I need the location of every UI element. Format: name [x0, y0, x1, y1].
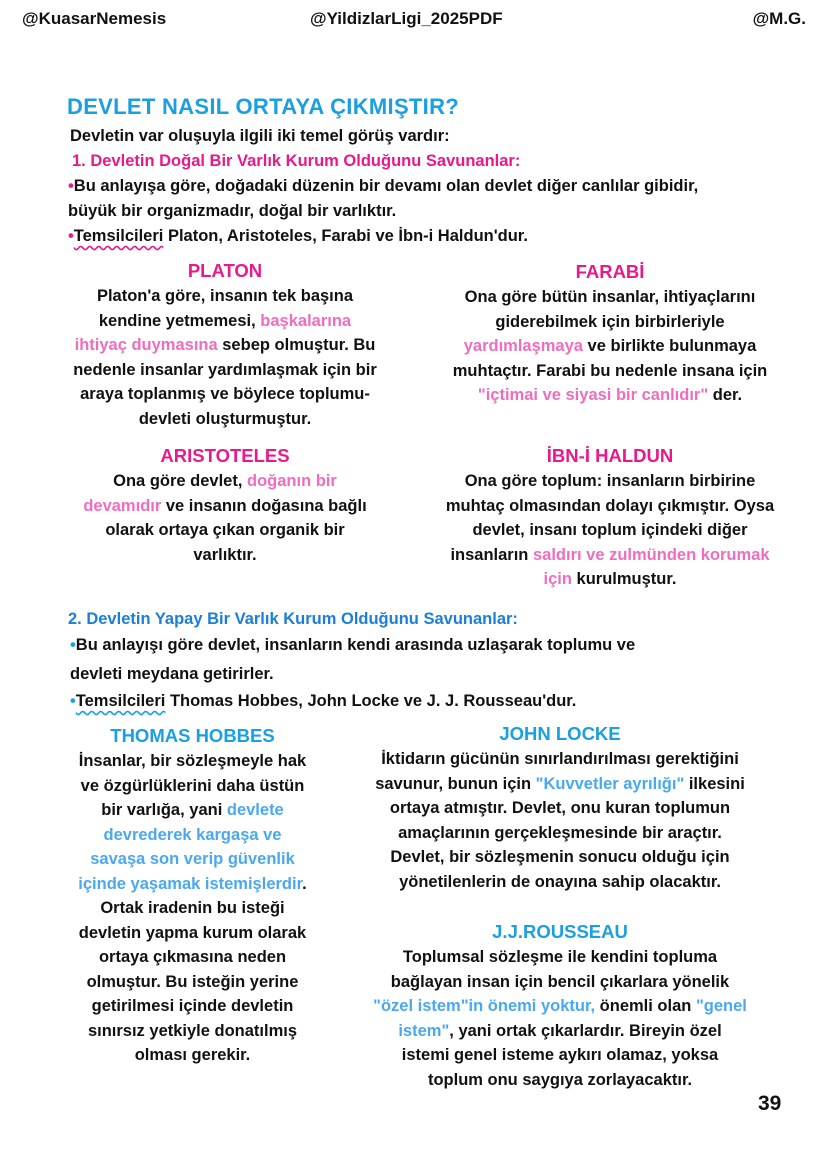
bullet-text: Thomas Hobbes, John Locke ve J. J. Rousseau'dur. — [165, 692, 577, 710]
text-segment: ilkesini — [684, 774, 745, 793]
text-line — [50, 872, 335, 897]
bullet-text: büyük bir organizmadır, doğal bir varlıktır. — [68, 201, 397, 220]
text-segment: kurulmuştur. — [571, 570, 677, 588]
bullet-icon: • — [68, 177, 74, 195]
text-line — [410, 494, 810, 519]
text-segment: devlet, insanı toplum içindeki diğer — [472, 521, 748, 539]
text-segment: . — [302, 874, 307, 893]
text-segment: sebep olmuştur. Bu — [217, 336, 376, 354]
text-segment: araya toplanmış ve böylece toplumu- — [80, 385, 370, 403]
text-line — [40, 494, 410, 519]
text-segment: bir varlığa, yani — [101, 801, 227, 819]
text-segment: insanların — [450, 545, 533, 564]
text-line — [425, 285, 795, 310]
text-segment: olması gerekir. — [134, 1046, 251, 1064]
text-line — [410, 518, 810, 543]
text-line — [40, 382, 410, 407]
highlighted-text: "özel istem"in önemi yoktur, — [373, 997, 596, 1015]
text-line — [50, 798, 335, 823]
text-segment: der. — [708, 386, 743, 404]
bullet-text: Platon, Aristoteles, Farabi ve İbn-i Haldun'dur. — [163, 227, 528, 245]
block-john-locke — [345, 721, 775, 894]
highlighted-text: savaşa son verip güvenlik — [90, 850, 295, 868]
text-line — [345, 747, 775, 772]
text-segment: sınırsız yetkiyle donatılmış — [87, 1021, 298, 1040]
highlighted-text: istem" — [398, 1021, 450, 1040]
text-segment: Ona göre devlet, — [113, 472, 248, 490]
intro-text: Devletin var oluşuyla ilgili iki temel görüş vardır: — [70, 127, 450, 145]
block-thomas-hobbes — [50, 723, 335, 1068]
text-line — [345, 970, 775, 995]
text-segment: ve özgürlüklerini daha üstün — [80, 776, 305, 795]
text-line — [40, 518, 410, 543]
text-line — [345, 1068, 775, 1093]
text-segment: muhtaçtır. Farabi bu nedenle insana için — [452, 361, 768, 380]
bullet-text: Bu anlayışı göre devlet, insanların kendi arasında uzlaşarak toplumu ve — [75, 636, 636, 654]
page-number: 39 — [758, 1092, 782, 1115]
text-line — [50, 921, 335, 946]
text-line — [345, 821, 775, 846]
text-segment: giderebilmek için birbirleriyle — [495, 312, 725, 331]
block-heading: İBN-İ HALDUN — [546, 445, 674, 466]
highlighted-text: doğanın bir — [247, 472, 337, 490]
block-heading: PLATON — [187, 260, 263, 281]
section2-bullet2 — [70, 689, 576, 714]
text-segment: önemli olan — [595, 997, 696, 1015]
text-line — [345, 772, 775, 797]
text-line — [50, 1019, 335, 1044]
highlighted-text: saldırı ve zulmünden korumak — [532, 545, 770, 564]
text-segment: ortaya atmıştır. Devlet, onu kuran toplumun — [389, 799, 731, 817]
text-line — [425, 383, 795, 408]
highlighted-text: devlete — [226, 801, 284, 819]
text-segment: İnsanlar, bir sözleşmeyle hak — [78, 752, 307, 770]
text-line — [50, 774, 335, 799]
block-aristoteles — [40, 443, 410, 567]
text-line — [50, 994, 335, 1019]
bullet-text: devleti meydana getirirler. — [70, 664, 274, 683]
highlighted-text: "Kuvvetler ayrılığı" — [535, 774, 685, 793]
text-line — [40, 407, 410, 432]
text-segment: ve birlikte bulunmaya — [582, 337, 757, 355]
text-line — [345, 945, 775, 970]
highlighted-text: için — [543, 570, 572, 588]
text-segment: nedenle insanlar yardımlaşmak için bir — [73, 360, 377, 379]
text-segment: bağlayan insan için bencil çıkarlara yönelik — [390, 972, 730, 991]
highlighted-text: yardımlaşmaya — [463, 337, 583, 355]
text-line — [50, 1043, 335, 1068]
block-heading: J.J.ROUSSEAU — [492, 921, 628, 942]
text-line — [345, 796, 775, 821]
text-segment: toplum onu saygıya zorlayacaktır. — [427, 1070, 693, 1089]
text-segment: ve insanın doğasına bağlı — [161, 496, 367, 515]
block-platon — [40, 258, 410, 431]
bullet-icon: • — [70, 636, 76, 654]
text-line — [410, 469, 810, 494]
text-line — [345, 845, 775, 870]
text-line — [425, 334, 795, 359]
text-line — [425, 310, 795, 335]
text-segment: Devlet, bir sözleşmenin sonucu olduğu için — [390, 848, 730, 866]
section1-bullet2 — [68, 224, 528, 249]
text-segment: amaçlarının gerçekleşmesinde bir araçtır. — [398, 823, 722, 842]
text-line — [50, 847, 335, 872]
text-segment: Platon'a göre, insanın tek başına — [96, 287, 354, 305]
text-line — [410, 543, 810, 568]
header-right-handle: @M.G. — [752, 9, 806, 28]
highlighted-text: ihtiyaç duymasına — [74, 336, 218, 354]
text-segment: Ona göre toplum: insanların birbirine — [464, 472, 756, 490]
representatives-label: Temsilcileri — [73, 227, 164, 245]
section1-bullet1 — [68, 174, 698, 223]
block-farabi — [425, 259, 795, 408]
block-heading: JOHN LOCKE — [499, 723, 621, 744]
bullet-icon: • — [68, 227, 74, 245]
block-heading: ARISTOTELES — [160, 445, 290, 466]
text-line — [345, 1019, 775, 1044]
text-line — [50, 823, 335, 848]
page-title: DEVLET NASIL ORTAYA ÇIKMIŞTIR? — [67, 94, 460, 119]
block-heading: FARABİ — [575, 261, 645, 282]
text-segment: kendine yetmemesi, — [98, 311, 261, 330]
block-rousseau — [345, 919, 775, 1092]
bullet-icon: • — [70, 692, 76, 710]
text-segment: , yani ortak çıkarlardır. Bireyin özel — [449, 1021, 722, 1040]
section2-heading: 2. Devletin Yapay Bir Varlık Kurum Olduğunu Savunanlar: — [68, 610, 518, 628]
text-segment: istemi genel isteme aykırı olamaz, yoksa — [401, 1046, 719, 1064]
text-line — [345, 870, 775, 895]
section1-heading: 1. Devletin Doğal Bir Varlık Kurum Olduğunu Savunanlar: — [72, 152, 521, 170]
text-segment: muhtaç olmasından dolayı çıkmıştır. Oysa — [445, 496, 775, 515]
highlighted-text: "genel — [695, 997, 747, 1015]
text-segment: yönetilenlerin de onayına sahip olacaktır. — [399, 872, 721, 891]
text-segment: Ona göre bütün insanlar, ihtiyaçlarını — [464, 288, 756, 306]
text-segment: ortaya çıkmasına neden — [98, 948, 287, 966]
block-ibn-i-haldun — [410, 443, 810, 592]
text-line — [410, 567, 810, 592]
block-heading: THOMAS HOBBES — [110, 725, 275, 746]
text-line — [40, 469, 410, 494]
highlighted-text: devamıdır — [83, 496, 162, 515]
text-line — [345, 994, 775, 1019]
text-line — [50, 970, 335, 995]
highlighted-text: devrederek kargaşa ve — [103, 825, 282, 844]
header-center-handle: @YildizlarLigi_2025PDF — [310, 9, 503, 28]
text-segment: İktidarın gücünün sınırlandırılması gerektiğini — [381, 750, 739, 768]
text-segment: olmuştur. Bu isteğin yerine — [86, 972, 299, 991]
text-segment: Ortak iradenin bu isteği — [100, 899, 285, 917]
text-line — [40, 284, 410, 309]
text-line — [40, 333, 410, 358]
highlighted-text: içinde yaşamak istemişlerdir — [78, 874, 303, 893]
section2-bullet1 — [70, 633, 635, 686]
text-line — [40, 543, 410, 568]
text-segment: Toplumsal sözleşme ile kendini topluma — [402, 948, 718, 966]
text-line — [40, 309, 410, 334]
bullet-text: Bu anlayışa göre, doğadaki düzenin bir devamı olan devlet diğer canlılar gibidir, — [73, 177, 699, 195]
text-segment: varlıktır. — [193, 545, 257, 564]
text-line — [50, 749, 335, 774]
text-segment: savunur, bunun için — [375, 774, 536, 793]
text-line — [40, 358, 410, 383]
text-line — [345, 1043, 775, 1068]
representatives-label: Temsilcileri — [75, 692, 166, 710]
text-line — [425, 359, 795, 384]
text-segment: olarak ortaya çıkan organik bir — [105, 521, 345, 539]
highlighted-text: başkalarına — [260, 311, 352, 330]
text-line — [50, 945, 335, 970]
highlighted-text: "içtimai ve siyasi bir canlıdır" — [477, 386, 709, 404]
text-segment: devleti oluşturmuştur. — [138, 409, 312, 428]
header-left-handle: @KuasarNemesis — [22, 9, 167, 28]
text-line — [50, 896, 335, 921]
text-segment: devletin yapma kurum olarak — [78, 923, 307, 942]
text-segment: getirilmesi içinde devletin — [91, 997, 294, 1015]
